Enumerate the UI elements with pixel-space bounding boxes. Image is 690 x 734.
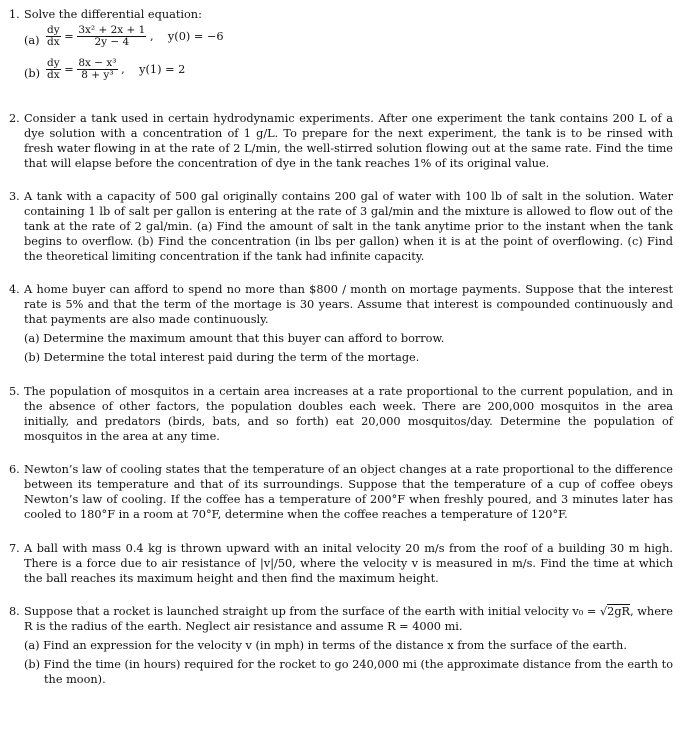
equation-b: (b) $\frac{dy}{dx}$ = $\frac{\text{8x − x³}}{\text{8 + y³}}$ , y(1) = 2 — [24, 57, 186, 81]
problem-2 — [9, 111, 673, 171]
initial-condition: y(0) = −6 — [167, 30, 224, 43]
problem-8 — [9, 604, 673, 687]
problem-3 — [9, 189, 673, 264]
problem-7 — [9, 541, 673, 586]
part-a: (a) Find an expression for the velocity v (in mph) in terms of the distance x from the surface of the earth. — [24, 639, 627, 652]
problem-text: The population of mosquitos in a certain area increases at a rate proportional to the current population, and in the absence of other factors, the population doubles each week. There are 200,000 mosquitos in the area initially, and predators (birds, bats, and so forth) eat 20,000 mosquitos/day. Determine the population of mosquitos in the area at any time. — [24, 385, 673, 443]
part-label: (a) — [24, 34, 40, 47]
sqrt-radicand: 2gR — [607, 605, 631, 618]
problem-text: A ball with mass 0.4 kg is thrown upward with an inital velocity 20 m/s from the roof of a building 30 m high. There is a force due to air resistance of |v|/50, where the velocity v is measured in m/s. Find the time at which the ball reaches its maximum height and then find the maximum height. — [24, 542, 673, 585]
problem-number: 8. — [9, 605, 20, 618]
problem-number: 5. — [9, 385, 20, 398]
problem-5 — [9, 384, 673, 444]
problem-text: Consider a tank used in certain hydrodynamic experiments. After one experiment the tank contains 200 L of a dye solution with a concentration of 1 g/L. To prepare for the next experiment, the tank is to be rinsed with fresh water flowing in at the rate of 2 L/min, the well-stirred solution flowing out at the same rate. Find the time that will elapse before the concentration of dye in the tank reaches 1% of its original value. — [24, 112, 673, 170]
part-label: (b) — [24, 67, 41, 80]
equation-a: (a) $\frac{dy}{dx}$ = $\frac{\text{3x² + 2x + 1}}{2y - 4}$ , y(0) = −6 — [24, 24, 224, 48]
problem-6 — [9, 462, 673, 522]
problem-4 — [9, 282, 673, 365]
part-b: (b) Find the time (in hours) required for the rocket to go 240,000 mi (the approximate distance from the earth to the moon). — [24, 658, 673, 686]
problem-number: 7. — [9, 542, 20, 555]
problem-text: Newton’s law of cooling states that the temperature of an object changes at a rate proportional to the difference between its temperature and that of its surroundings. Suppose that the temperature of a cup of coffee obeys Newton’s law of cooling. If the coffee has a temperature of 200°F when freshly poured, and 3 minutes later has cooled to 180°F in a room at 70°F, determine when the coffee reaches a temperature of 120°F. — [24, 463, 673, 521]
initial-condition: y(1) = 2 — [139, 63, 186, 76]
problem-1 — [9, 7, 673, 88]
part-b: (b) Determine the total interest paid during the term of the mortage. — [24, 351, 420, 364]
problem-text: A home buyer can afford to spend no more than $800 / month on mortage payments. Suppose that the interest rate is 5% and that the term of the mortage is 30 years. Assume that interest is compounded continuously and that payments are also made continuously. — [24, 283, 673, 326]
problem-number: 6. — [9, 463, 20, 476]
problem-number: 3. — [9, 190, 20, 203]
part-a: (a) Determine the maximum amount that this buyer can afford to borrow. — [24, 332, 445, 345]
problem-number: 2. — [9, 112, 20, 125]
problem-text: Solve the differential equation: — [24, 8, 202, 21]
problem-number: 4. — [9, 283, 20, 296]
problem-number: 1. — [9, 8, 20, 21]
problem-text: Suppose that a rocket is launched straight up from the surface of the earth with initial velocity v₀ = √2gR, where R is the radius of the earth. Neglect air resistance and assume R = 4000 mi. — [24, 605, 673, 633]
problem-text: A tank with a capacity of 500 gal originally contains 200 gal of water with 100 lb of salt in the solution. Water containing 1 lb of salt per gallon is entering at the rate of 3 gal/min and the mixture is allowed to flow out of the tank at the rate of 2 gal/min. (a) Find the amount of salt in the tank anytime prior to the instant when the tank begins to overflow. (b) Find the concentration (in lbs per gallon) when it is at the point of overflowing. (c) Find the theoretical limiting concentration if the tank had infinite capacity. — [24, 190, 673, 263]
